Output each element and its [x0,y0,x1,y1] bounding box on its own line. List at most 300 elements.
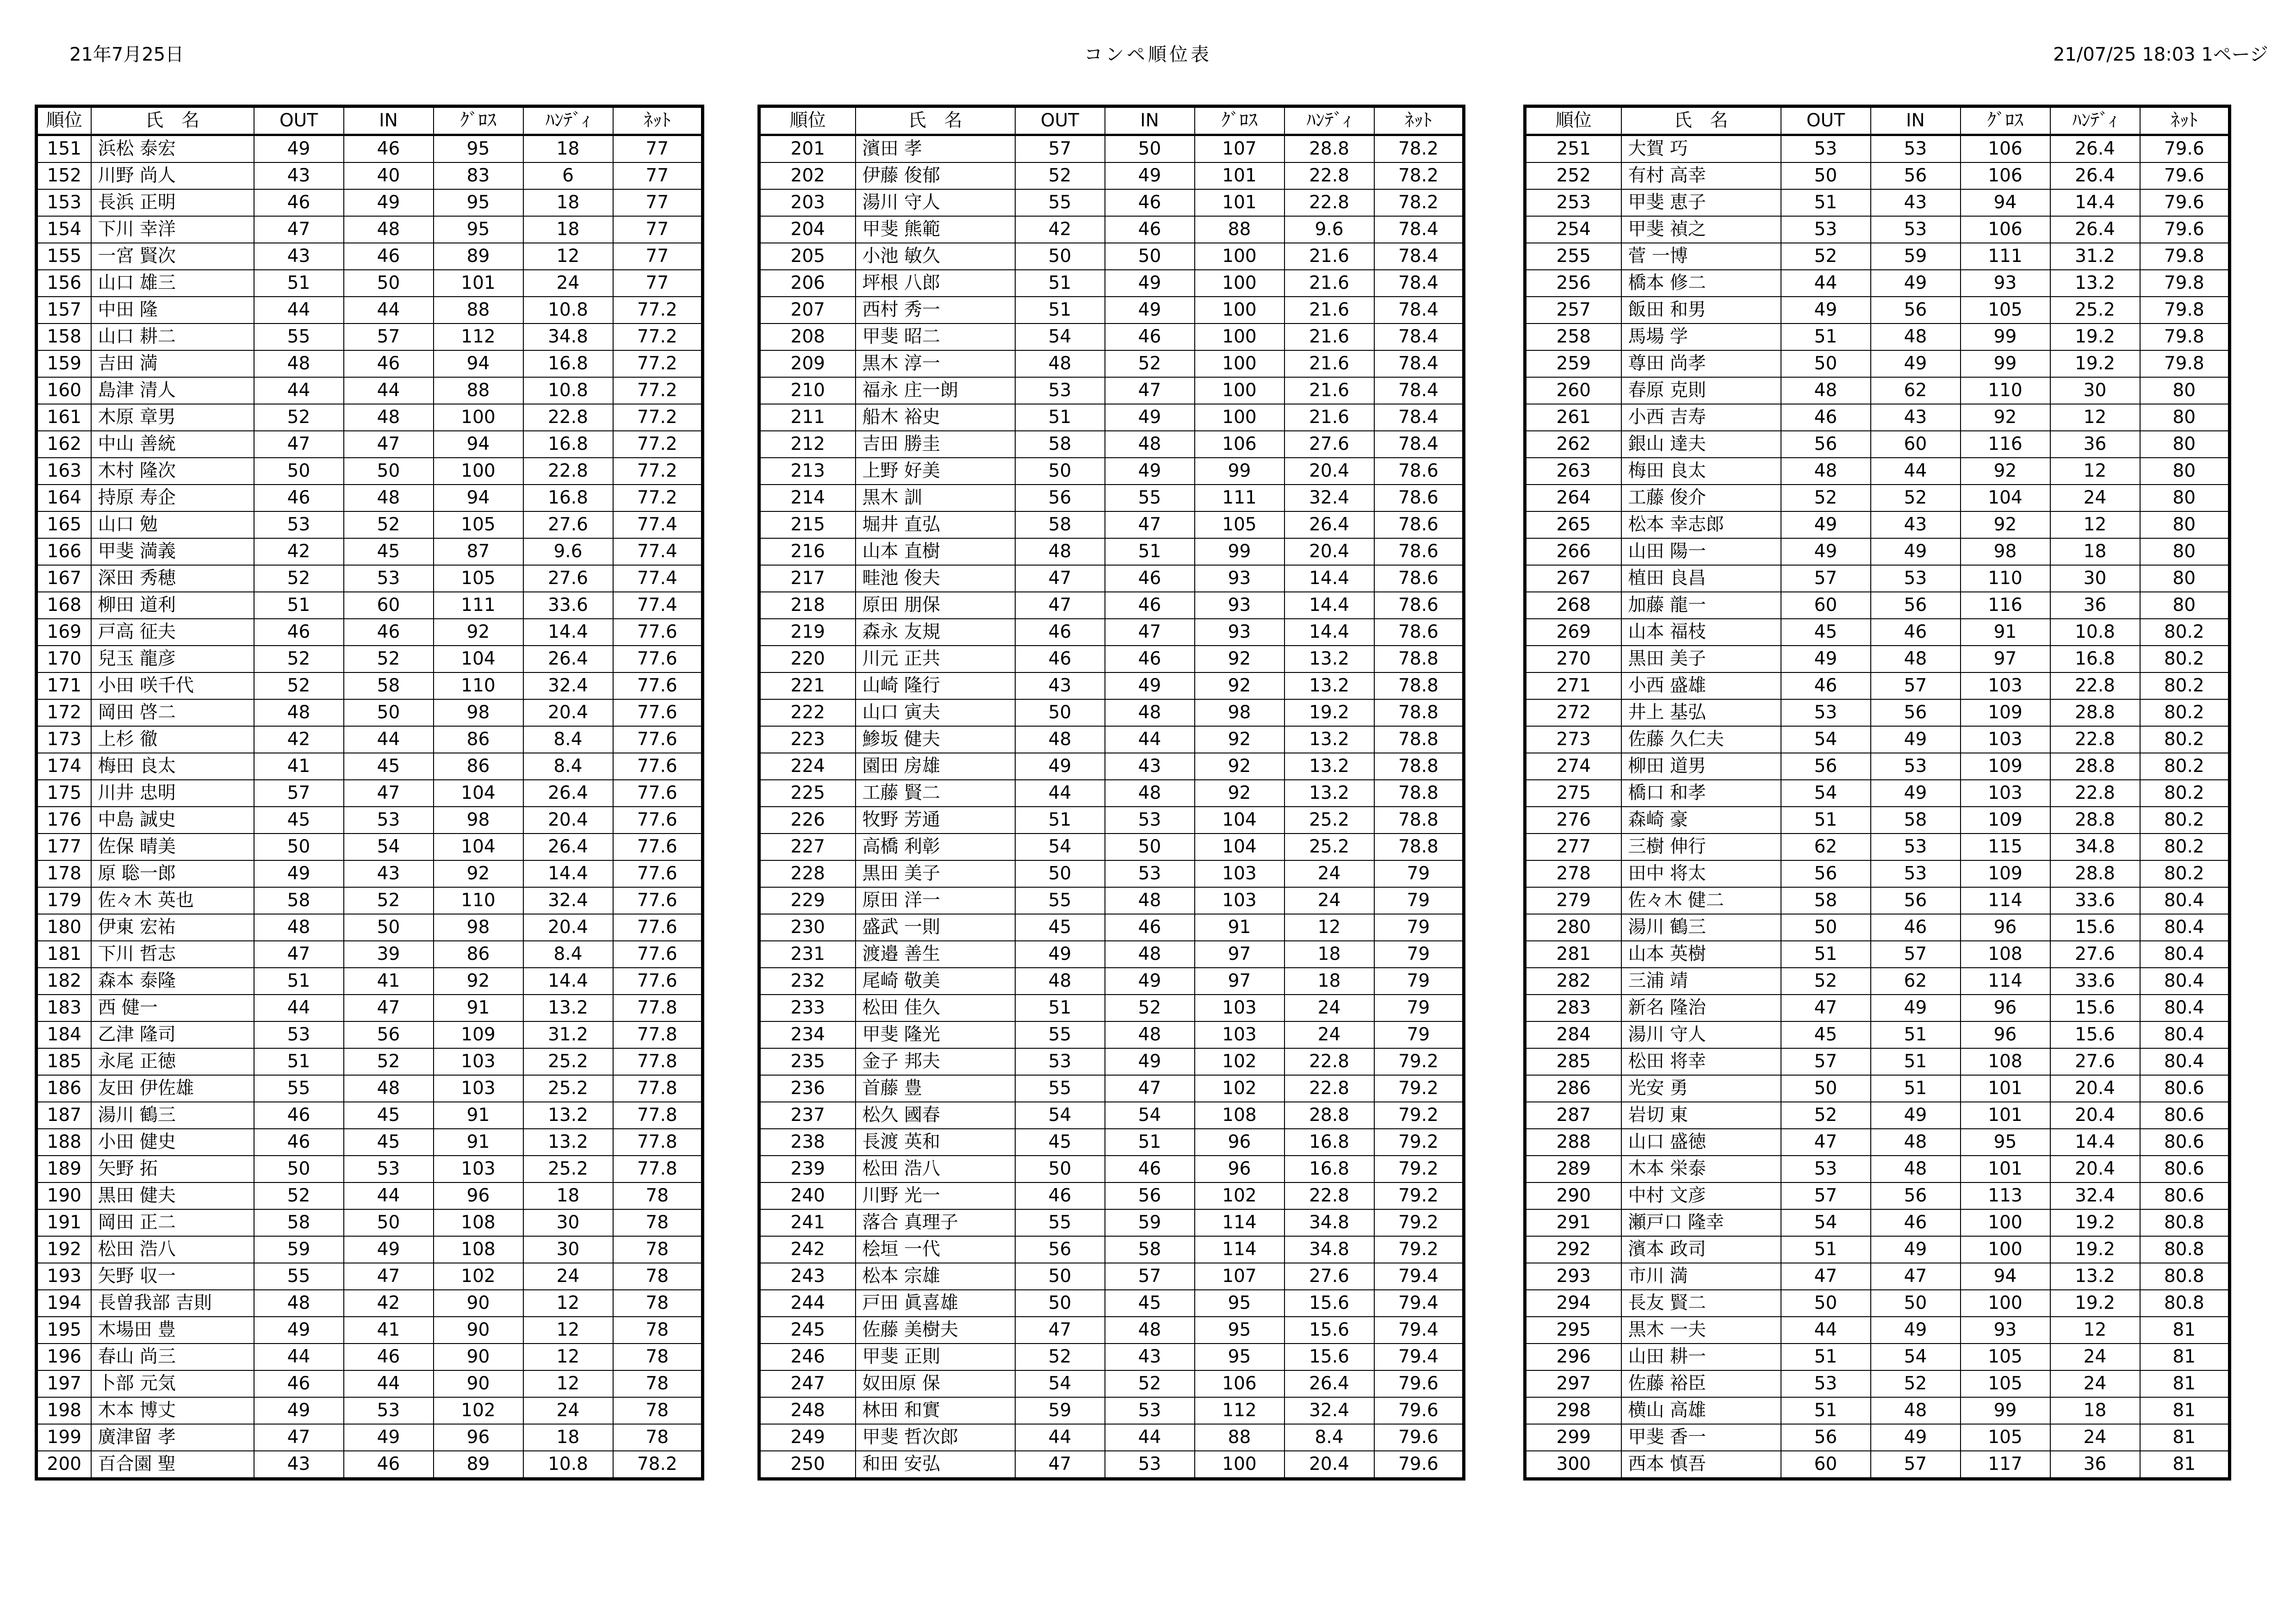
out-cell: 55 [254,1263,344,1290]
gross-cell: 98 [434,807,523,834]
in-cell: 48 [1105,941,1195,968]
name-cell: 木本 栄泰 [1621,1156,1781,1182]
gross-cell: 94 [434,350,523,377]
in-cell: 56 [1871,699,1961,726]
gross-cell: 108 [434,1209,523,1236]
in-cell: 53 [1871,834,1961,860]
rank-cell: 165 [37,511,91,538]
in-cell: 47 [1105,511,1195,538]
table-row [1525,1317,2230,1344]
in-cell: 57 [344,324,434,350]
net-cell: 78.6 [1374,592,1464,619]
name-cell: 湯川 守人 [856,189,1015,216]
rank-cell: 184 [37,1021,91,1048]
name-cell: 小池 敏久 [856,243,1015,270]
net-cell: 80 [2140,565,2230,592]
table-row [37,1317,703,1344]
handicap-cell: 14.4 [523,619,613,646]
rank-cell: 281 [1525,941,1621,968]
table-row [1525,458,2230,485]
handicap-cell: 15.6 [1285,1344,1374,1370]
col-handicap: ﾊﾝﾃﾞｨ [523,106,613,135]
handicap-cell: 10.8 [523,377,613,404]
out-cell: 48 [1015,538,1105,565]
handicap-cell: 34.8 [1285,1209,1374,1236]
table-row [759,941,1464,968]
net-cell: 77 [613,216,703,243]
gross-cell: 103 [1961,780,2050,807]
handicap-cell: 12 [523,1344,613,1370]
rank-cell: 180 [37,914,91,941]
gross-cell: 112 [1195,1397,1285,1424]
out-cell: 45 [1015,914,1105,941]
in-cell: 53 [1105,860,1195,887]
table-row [1525,189,2230,216]
handicap-cell: 32.4 [523,887,613,914]
table-row [759,538,1464,565]
name-cell: 松久 國春 [856,1102,1015,1129]
net-cell: 78.8 [1374,646,1464,672]
net-cell: 78.4 [1374,404,1464,431]
net-cell: 80.8 [2140,1263,2230,1290]
handicap-cell: 32.4 [523,672,613,699]
net-cell: 80.2 [2140,619,2230,646]
net-cell: 77.6 [613,941,703,968]
net-cell: 80.2 [2140,834,2230,860]
rank-cell: 204 [759,216,856,243]
out-cell: 49 [1781,511,1871,538]
name-cell: 小田 健史 [91,1129,254,1156]
handicap-cell: 33.6 [2050,968,2140,995]
handicap-cell: 24 [2050,485,2140,511]
handicap-cell: 22.8 [1285,1075,1374,1102]
gross-cell: 103 [434,1156,523,1182]
net-cell: 77.2 [613,485,703,511]
rank-cell: 220 [759,646,856,672]
table-row [37,646,703,672]
table-row [1525,995,2230,1021]
table-row [759,1182,1464,1209]
rank-cell: 157 [37,297,91,324]
rank-cell: 167 [37,565,91,592]
table-row [1525,431,2230,458]
net-cell: 77.6 [613,968,703,995]
gross-cell: 110 [434,672,523,699]
name-cell: 上杉 徹 [91,726,254,753]
handicap-cell: 18 [1285,968,1374,995]
net-cell: 77.2 [613,324,703,350]
name-cell: 森崎 豪 [1621,807,1781,834]
col-gross: ｸﾞﾛｽ [1195,106,1285,135]
in-cell: 49 [1105,1048,1195,1075]
rank-cell: 248 [759,1397,856,1424]
out-cell: 41 [254,753,344,780]
table-row [1525,216,2230,243]
table-row [759,914,1464,941]
net-cell: 79 [1374,995,1464,1021]
out-cell: 50 [1015,458,1105,485]
in-cell: 46 [344,135,434,163]
handicap-cell: 26.4 [2050,216,2140,243]
in-cell: 52 [1871,485,1961,511]
name-cell: 田中 将太 [1621,860,1781,887]
gross-cell: 92 [1961,511,2050,538]
rank-cell: 270 [1525,646,1621,672]
name-cell: 佐保 晴美 [91,834,254,860]
in-cell: 47 [1871,1263,1961,1290]
net-cell: 78 [613,1290,703,1317]
out-cell: 52 [1781,1102,1871,1129]
rank-cell: 208 [759,324,856,350]
table-row [759,699,1464,726]
rank-cell: 236 [759,1075,856,1102]
name-cell: 尊田 尚孝 [1621,350,1781,377]
net-cell: 79.2 [1374,1182,1464,1209]
net-cell: 79.6 [2140,162,2230,189]
name-cell: 湯川 鶴三 [1621,914,1781,941]
handicap-cell: 24 [1285,860,1374,887]
net-cell: 81 [2140,1344,2230,1370]
table-row [1525,404,2230,431]
name-cell: 船木 裕史 [856,404,1015,431]
report-date: 21年7月25日 [69,44,184,65]
net-cell: 77 [613,135,703,163]
out-cell: 51 [1781,1236,1871,1263]
net-cell: 78.2 [1374,162,1464,189]
rank-cell: 279 [1525,887,1621,914]
gross-cell: 100 [1195,270,1285,297]
out-cell: 44 [254,1344,344,1370]
handicap-cell: 22.8 [2050,726,2140,753]
handicap-cell: 26.4 [1285,511,1374,538]
table-row [1525,162,2230,189]
gross-cell: 99 [1961,1397,2050,1424]
in-cell: 42 [344,1290,434,1317]
gross-cell: 92 [1961,458,2050,485]
handicap-cell: 30 [523,1209,613,1236]
col-net: ﾈｯﾄ [2140,106,2230,135]
table-row [759,1397,1464,1424]
header-row [1525,106,2230,135]
out-cell: 46 [254,189,344,216]
gross-cell: 99 [1961,350,2050,377]
rank-cell: 224 [759,753,856,780]
table-row [1525,324,2230,350]
gross-cell: 90 [434,1290,523,1317]
net-cell: 77.2 [613,458,703,485]
gross-cell: 116 [1961,592,2050,619]
in-cell: 48 [1871,646,1961,672]
gross-cell: 113 [1961,1182,2050,1209]
gross-cell: 107 [1195,135,1285,163]
rank-cell: 174 [37,753,91,780]
handicap-cell: 26.4 [523,780,613,807]
out-cell: 50 [1781,1075,1871,1102]
name-cell: 梅田 良太 [1621,458,1781,485]
rank-cell: 272 [1525,699,1621,726]
in-cell: 50 [1105,834,1195,860]
net-cell: 77.8 [613,1102,703,1129]
table-row [759,780,1464,807]
gross-cell: 106 [1195,1370,1285,1397]
in-cell: 49 [1871,538,1961,565]
in-cell: 53 [1871,135,1961,163]
in-cell: 44 [1871,458,1961,485]
rank-cell: 254 [1525,216,1621,243]
out-cell: 48 [254,914,344,941]
in-cell: 53 [1871,753,1961,780]
in-cell: 53 [1871,216,1961,243]
out-cell: 52 [254,672,344,699]
name-cell: 桧垣 一代 [856,1236,1015,1263]
table-row [759,726,1464,753]
in-cell: 50 [344,699,434,726]
net-cell: 80 [2140,404,2230,431]
rank-cell: 173 [37,726,91,753]
net-cell: 78.4 [1374,324,1464,350]
in-cell: 44 [1105,1424,1195,1451]
handicap-cell: 18 [2050,538,2140,565]
handicap-cell: 22.8 [1285,162,1374,189]
name-cell: 木場田 豊 [91,1317,254,1344]
handicap-cell: 28.8 [2050,699,2140,726]
out-cell: 46 [1781,404,1871,431]
name-cell: 工藤 賢二 [856,780,1015,807]
gross-cell: 91 [1961,619,2050,646]
rank-cell: 234 [759,1021,856,1048]
rank-cell: 277 [1525,834,1621,860]
in-cell: 46 [1105,914,1195,941]
ranking-table-1 [35,105,704,1481]
gross-cell: 105 [434,511,523,538]
net-cell: 78.4 [1374,270,1464,297]
handicap-cell: 12 [523,243,613,270]
gross-cell: 103 [1195,1021,1285,1048]
in-cell: 49 [1871,270,1961,297]
handicap-cell: 19.2 [2050,1236,2140,1263]
out-cell: 47 [1781,995,1871,1021]
net-cell: 79.4 [1374,1263,1464,1290]
table-row [1525,1048,2230,1075]
gross-cell: 95 [1961,1129,2050,1156]
in-cell: 62 [1871,968,1961,995]
gross-cell: 114 [1961,968,2050,995]
name-cell: 山田 陽一 [1621,538,1781,565]
gross-cell: 103 [434,1048,523,1075]
gross-cell: 96 [1961,1021,2050,1048]
handicap-cell: 34.8 [1285,1236,1374,1263]
table-row [759,431,1464,458]
rank-cell: 258 [1525,324,1621,350]
net-cell: 77.8 [613,1048,703,1075]
in-cell: 50 [344,458,434,485]
rank-cell: 187 [37,1102,91,1129]
in-cell: 49 [1105,404,1195,431]
in-cell: 49 [1871,995,1961,1021]
net-cell: 78.4 [1374,431,1464,458]
table-row [37,887,703,914]
handicap-cell: 27.6 [1285,1263,1374,1290]
out-cell: 51 [254,270,344,297]
handicap-cell: 14.4 [1285,592,1374,619]
table-row [1525,243,2230,270]
table-row [1525,270,2230,297]
rank-cell: 260 [1525,377,1621,404]
handicap-cell: 30 [2050,377,2140,404]
net-cell: 81 [2140,1317,2230,1344]
out-cell: 44 [1015,1424,1105,1451]
name-cell: 坪根 八郎 [856,270,1015,297]
name-cell: 園田 房雄 [856,753,1015,780]
gross-cell: 90 [434,1317,523,1344]
rank-cell: 263 [1525,458,1621,485]
rank-cell: 290 [1525,1182,1621,1209]
rank-cell: 162 [37,431,91,458]
name-cell: 佐藤 裕臣 [1621,1370,1781,1397]
gross-cell: 100 [1961,1209,2050,1236]
rank-cell: 267 [1525,565,1621,592]
handicap-cell: 31.2 [2050,243,2140,270]
table-row [37,941,703,968]
table-row [1525,1263,2230,1290]
gross-cell: 105 [1961,1424,2050,1451]
handicap-cell: 28.8 [2050,753,2140,780]
gross-cell: 104 [434,780,523,807]
rank-cell: 235 [759,1048,856,1075]
rank-cell: 211 [759,404,856,431]
rank-cell: 172 [37,699,91,726]
rank-cell: 285 [1525,1048,1621,1075]
table-row [1525,941,2230,968]
net-cell: 80.6 [2140,1075,2230,1102]
in-cell: 62 [1871,377,1961,404]
table-row [37,565,703,592]
out-cell: 50 [254,458,344,485]
gross-cell: 105 [1961,297,2050,324]
net-cell: 77.6 [613,646,703,672]
out-cell: 56 [1015,1236,1105,1263]
in-cell: 41 [344,1317,434,1344]
gross-cell: 103 [434,1075,523,1102]
in-cell: 50 [1105,135,1195,163]
net-cell: 80.2 [2140,726,2230,753]
table-row [759,324,1464,350]
gross-cell: 104 [1195,807,1285,834]
out-cell: 62 [1781,834,1871,860]
table-row [1525,538,2230,565]
in-cell: 44 [344,1182,434,1209]
net-cell: 78.8 [1374,726,1464,753]
gross-cell: 101 [434,270,523,297]
gross-cell: 108 [434,1236,523,1263]
rank-cell: 152 [37,162,91,189]
in-cell: 43 [1871,404,1961,431]
net-cell: 79.6 [2140,216,2230,243]
gross-cell: 92 [1961,404,2050,431]
in-cell: 44 [1105,726,1195,753]
out-cell: 54 [1781,726,1871,753]
in-cell: 43 [344,860,434,887]
handicap-cell: 30 [2050,565,2140,592]
gross-cell: 95 [434,216,523,243]
handicap-cell: 13.2 [1285,753,1374,780]
net-cell: 77.6 [613,699,703,726]
rank-cell: 196 [37,1344,91,1370]
out-cell: 55 [254,1075,344,1102]
net-cell: 80.8 [2140,1209,2230,1236]
col-rank: 順位 [1525,106,1621,135]
table-row [37,162,703,189]
handicap-cell: 6 [523,162,613,189]
out-cell: 46 [1015,646,1105,672]
gross-cell: 103 [1195,860,1285,887]
in-cell: 47 [1105,1075,1195,1102]
out-cell: 49 [1015,753,1105,780]
in-cell: 52 [1105,995,1195,1021]
name-cell: 梅田 良太 [91,753,254,780]
net-cell: 77.2 [613,404,703,431]
rank-cell: 169 [37,619,91,646]
net-cell: 79.2 [1374,1129,1464,1156]
handicap-cell: 13.2 [2050,1263,2140,1290]
out-cell: 43 [254,243,344,270]
out-cell: 54 [1781,1209,1871,1236]
name-cell: 甲斐 正則 [856,1344,1015,1370]
gross-cell: 100 [1195,377,1285,404]
rank-cell: 178 [37,860,91,887]
name-cell: 森永 友規 [856,619,1015,646]
in-cell: 52 [344,511,434,538]
handicap-cell: 24 [1285,995,1374,1021]
gross-cell: 98 [434,699,523,726]
rank-cell: 251 [1525,135,1621,163]
rank-cell: 247 [759,1370,856,1397]
gross-cell: 105 [1961,1344,2050,1370]
gross-cell: 92 [1195,726,1285,753]
out-cell: 55 [1015,189,1105,216]
table-row [37,1397,703,1424]
gross-cell: 108 [1961,941,2050,968]
out-cell: 60 [1781,1451,1871,1479]
gross-cell: 109 [1961,860,2050,887]
rank-cell: 186 [37,1075,91,1102]
gross-cell: 100 [1961,1236,2050,1263]
gross-cell: 101 [1195,162,1285,189]
gross-cell: 86 [434,753,523,780]
in-cell: 48 [1871,1129,1961,1156]
gross-cell: 96 [1961,914,2050,941]
net-cell: 80.4 [2140,941,2230,968]
handicap-cell: 15.6 [2050,995,2140,1021]
in-cell: 46 [1871,914,1961,941]
in-cell: 48 [1871,324,1961,350]
in-cell: 46 [344,619,434,646]
out-cell: 45 [1781,1021,1871,1048]
net-cell: 79.6 [1374,1451,1464,1479]
name-cell: 一宮 賢次 [91,243,254,270]
in-cell: 46 [344,1344,434,1370]
handicap-cell: 19.2 [2050,1290,2140,1317]
name-cell: 山口 耕二 [91,324,254,350]
rank-cell: 280 [1525,914,1621,941]
handicap-cell: 26.4 [2050,162,2140,189]
rank-cell: 197 [37,1370,91,1397]
gross-cell: 87 [434,538,523,565]
name-cell: 湯川 鶴三 [91,1102,254,1129]
table-row [759,350,1464,377]
out-cell: 51 [1015,995,1105,1021]
name-cell: 黒田 美子 [1621,646,1781,672]
